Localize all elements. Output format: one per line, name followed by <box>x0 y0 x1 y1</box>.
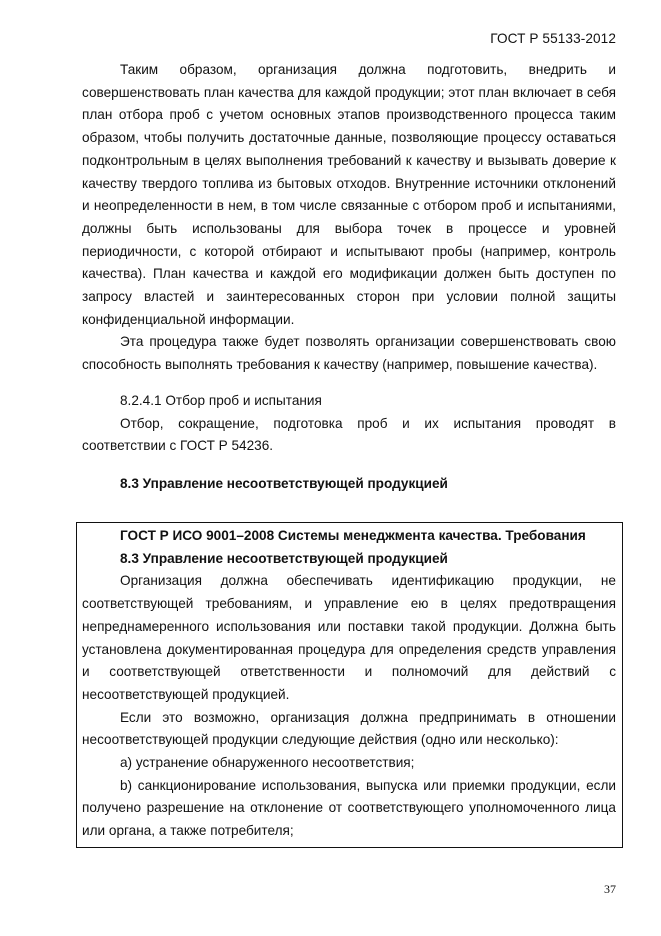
quote-paragraph-actions: Если это возможно, организация должна предпринимать в отношении несоответствующей продукции следующие действия (одно или несколько): <box>82 709 616 748</box>
page-number: 37 <box>604 882 616 896</box>
quote-subtitle: 8.3 Управление несоответствующей продукцией <box>120 550 448 566</box>
paragraph-procedure: Эта процедура также будет позволять организации совершенствовать свою способность выполнять требования к качеству (например, повышение качества). <box>82 334 616 373</box>
quote-item-b: b) санкционирование использования, выпуска или приемки продукции, если получено разрешение на отклонение от соответствующего уполномоченного лица или органа, а также потребителя; <box>82 777 616 839</box>
quote-item-a: a) устранение обнаруженного несоответствия; <box>120 755 415 771</box>
section-heading: 8.3 Управление несоответствующей продукцией <box>120 475 448 491</box>
standard-code-header: ГОСТ Р 55133-2012 <box>490 31 616 46</box>
main-text <box>82 59 616 496</box>
paragraph-quality-plan: Таким образом, организация должна подготовить, внедрить и совершенствовать план качества для каждой продукции; этот план включает в себя план отбора проб с учетом основных этапов производственного процесса таким образом, чтобы получить достаточные данные, позволяющие процессу оставаться подконтрольным в целях выполнения требований к качеству и вызывать доверие к качеству твердого топлива из бытовых отходов. Внутренние источники отклонений и неопределенности в нем, в том числе связанные с отбором проб и испытаниями, должны быть использованы для выбора точек в процессе и уровней периодичности, с которой отбирают и испытывают пробы (например, контроль качества). План качества и каждой его модификации должен быть доступен по запросу властей и заинтересованных сторон при условии полной защиты конфиденциальной информации. <box>82 62 616 327</box>
subsection-heading: 8.2.4.1 Отбор проб и испытания <box>120 392 322 408</box>
quoted-standard-content <box>82 525 616 843</box>
quoted-standard-box <box>76 522 623 848</box>
spacer <box>82 377 616 390</box>
quote-paragraph-identification: Организация должна обеспечивать идентификацию продукции, не соответствующей требованиям, и управление ею в целях предотвращения непреднамеренного использования или поставки такой продукции. Должна быть установлена документированная процедура для определения средств управления и соответствующей ответственности и полномочий для действий с несоответствующей продукцией. <box>82 573 616 702</box>
quote-title: ГОСТ Р ИСО 9001–2008 Системы менеджмента качества. Требования <box>120 528 586 543</box>
subsection-text: Отбор, сокращение, подготовка проб и их испытания проводят в соответствии с ГОСТ Р 54236. <box>82 415 616 454</box>
spacer <box>82 458 616 473</box>
